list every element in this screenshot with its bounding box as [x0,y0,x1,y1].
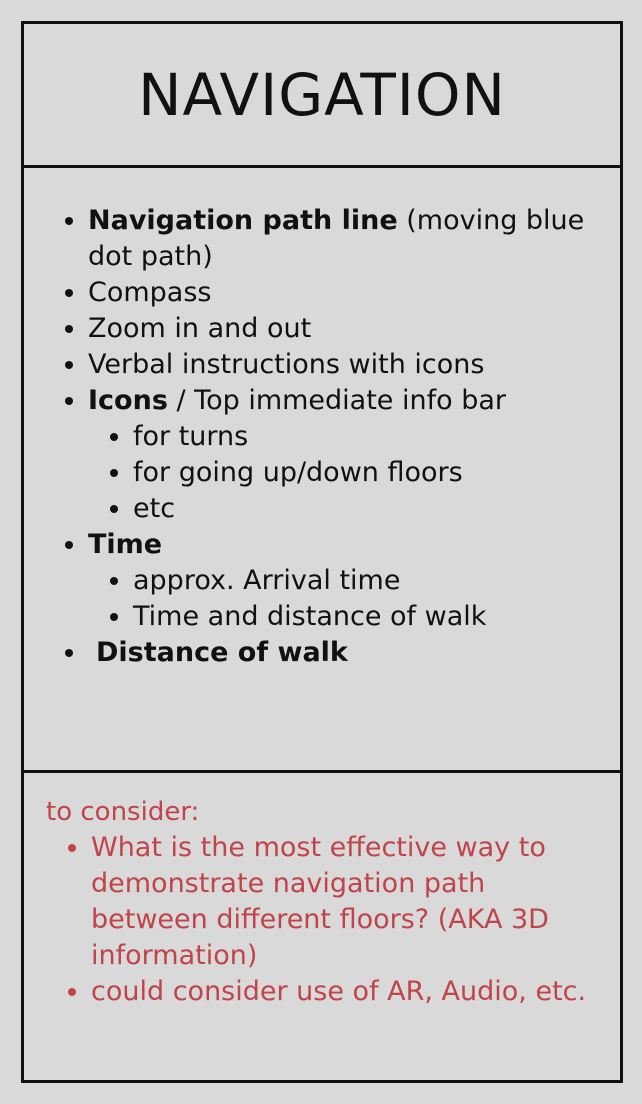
feature-icons-bold: Icons [88,385,168,416]
consider-item: • What is the most effective way to demonstrate navigation path between different floors? (AKA 3D information) [91,830,591,974]
icons-sub-item: • etc [133,491,598,527]
feature-navigation-path [88,203,598,275]
feature-time-bold: Time [88,529,163,560]
card-title: NAVIGATION [138,60,506,129]
icons-sub-item: • for turns [133,419,598,455]
feature-time [88,527,598,635]
consider-item: • could consider use of AR, Audio, etc. [91,974,591,1010]
feature-icons [88,383,598,527]
feature-icons-detail: / Top immediate info bar [167,385,506,416]
feature-distance [88,635,598,671]
time-sub-item: • approx. Arrival time [133,563,598,599]
feature-navigation-path-detail: (moving blue dot path) [88,205,585,272]
features-list [66,203,598,671]
features-section [24,168,620,773]
feature-distance-bold: Distance of walk [96,637,348,668]
navigation-card [21,21,623,1083]
feature-zoom: • Zoom in and out [88,311,598,347]
feature-compass: • Compass [88,275,598,311]
card-header [24,24,620,168]
consider-heading: to consider: [46,797,200,827]
feature-navigation-path-bold: Navigation path line [88,205,398,236]
time-sub-item: • Time and distance of walk [133,599,598,635]
time-sublist [88,563,598,635]
icons-sub-item: • for going up/down floors [133,455,598,491]
consider-list [67,830,591,1010]
icons-sublist [88,419,598,527]
feature-verbal-instructions: • Verbal instructions with icons [88,347,598,383]
consider-section [24,773,620,1080]
